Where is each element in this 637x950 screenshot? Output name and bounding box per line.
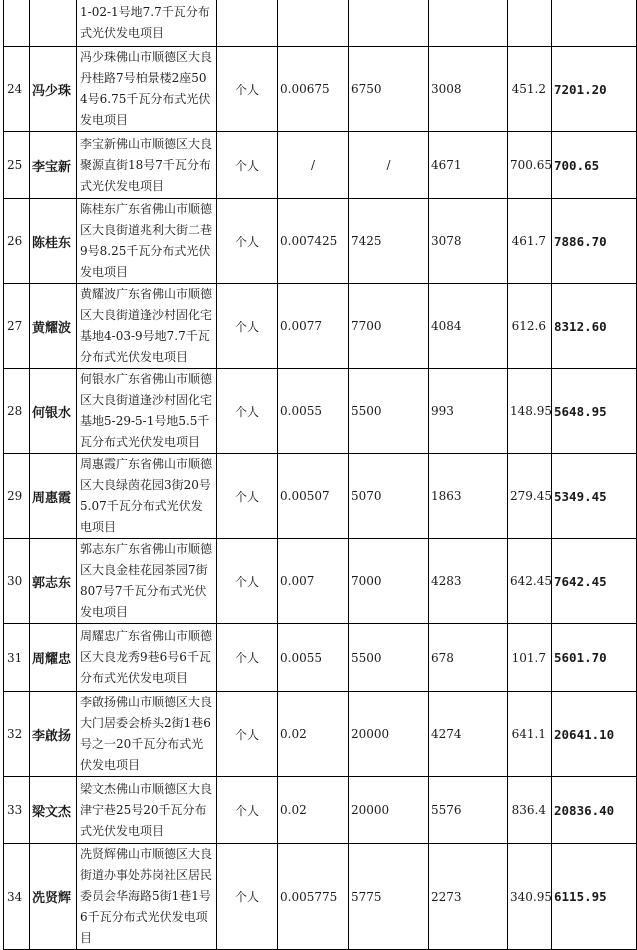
cell-amount: /: [349, 132, 429, 199]
cell-type: [217, 0, 278, 47]
cell-capacity: 0.02: [278, 777, 349, 844]
cell-name: 冯少珠: [30, 47, 77, 132]
subsidy-table: [3, 0, 637, 950]
cell-amount: 6750: [349, 47, 429, 132]
cell-project: 陈桂东广东省佛山市顺德区大良街道兆利大街二巷9号8.25千瓦分布式光伏发电项目: [77, 199, 217, 284]
cell-project: 周惠霞广东省佛山市顺德区大良绿茵花园3街20号5.07千瓦分布式光伏发电项目: [77, 454, 217, 539]
cell-no: 27: [4, 284, 30, 369]
cell-subsidy: 641.1: [508, 692, 552, 777]
cell-amount: [349, 0, 429, 47]
cell-amount: 7700: [349, 284, 429, 369]
cell-subsidy: 642.45: [508, 539, 552, 624]
cell-project: 梁文杰佛山市顺德区大良津宁巷25号20千瓦分布式光伏发电项目: [77, 777, 217, 844]
cell-total: 7201.20: [552, 47, 637, 132]
cell-no: 32: [4, 692, 30, 777]
cell-type: 个人: [217, 624, 278, 692]
cell-total: 8312.60: [552, 284, 637, 369]
table-row: [4, 692, 637, 777]
cell-name: 梁文杰: [30, 777, 77, 844]
cell-no: 24: [4, 47, 30, 132]
table-row: [4, 844, 637, 950]
cell-capacity: 0.007: [278, 539, 349, 624]
cell-type: 个人: [217, 369, 278, 454]
cell-name: 陈桂东: [30, 199, 77, 284]
cell-type: 个人: [217, 199, 278, 284]
cell-type: 个人: [217, 844, 278, 950]
cell-kwh: 678: [429, 624, 508, 692]
cell-kwh: 3008: [429, 47, 508, 132]
cell-name: 黄耀波: [30, 284, 77, 369]
cell-total: 20641.10: [552, 692, 637, 777]
cell-project: 李啟扬佛山市顺德区大良大门居委会桥头2街1巷6号之一20千瓦分布式光伏发电项目: [77, 692, 217, 777]
cell-no: [4, 0, 30, 47]
table-row: [4, 777, 637, 844]
table-row: [4, 47, 637, 132]
cell-subsidy: 461.7: [508, 199, 552, 284]
cell-subsidy: 148.95: [508, 369, 552, 454]
cell-project: 黄耀波广东省佛山市顺德区大良街道逢沙村固化宅基地4-03-9号地7.7千瓦分布式光伏发电项目: [77, 284, 217, 369]
table-row: [4, 539, 637, 624]
cell-amount: 5070: [349, 454, 429, 539]
cell-amount: 20000: [349, 692, 429, 777]
cell-amount: 7000: [349, 539, 429, 624]
cell-subsidy: 612.6: [508, 284, 552, 369]
cell-total: 20836.40: [552, 777, 637, 844]
cell-name: 李啟扬: [30, 692, 77, 777]
cell-kwh: 4274: [429, 692, 508, 777]
cell-name: 周耀忠: [30, 624, 77, 692]
cell-kwh: 4283: [429, 539, 508, 624]
cell-kwh: 4084: [429, 284, 508, 369]
cell-project: 何银水广东省佛山市顺德区大良街道逢沙村固化宅基地5-29-5-1号地5.5千瓦分布式光伏发电项目: [77, 369, 217, 454]
cell-no: 29: [4, 454, 30, 539]
cell-capacity: 0.00675: [278, 47, 349, 132]
cell-project: 郭志东广东省佛山市顺德区大良金桂花园茶园7街807号7千瓦分布式光伏发电项目: [77, 539, 217, 624]
cell-kwh: 1863: [429, 454, 508, 539]
cell-project: 冯少珠佛山市顺德区大良丹桂路7号柏景楼2座504号6.75千瓦分布式光伏发电项目: [77, 47, 217, 132]
cell-no: 25: [4, 132, 30, 199]
cell-kwh: 2273: [429, 844, 508, 950]
cell-subsidy: [508, 0, 552, 47]
cell-capacity: 0.0055: [278, 369, 349, 454]
cell-no: 31: [4, 624, 30, 692]
table-row-fragment: [4, 0, 637, 47]
cell-type: 个人: [217, 132, 278, 199]
table-row: [4, 199, 637, 284]
cell-kwh: 3078: [429, 199, 508, 284]
table-row: [4, 369, 637, 454]
cell-no: 26: [4, 199, 30, 284]
cell-capacity: 0.00507: [278, 454, 349, 539]
cell-no: 30: [4, 539, 30, 624]
cell-subsidy: 279.45: [508, 454, 552, 539]
cell-capacity: 0.02: [278, 692, 349, 777]
cell-project: 1-02-1号地7.7千瓦分布式光伏发电项目: [77, 0, 217, 47]
cell-name: 李宝新: [30, 132, 77, 199]
cell-kwh: 5576: [429, 777, 508, 844]
cell-total: 6115.95: [552, 844, 637, 950]
cell-subsidy: 340.95: [508, 844, 552, 950]
cell-type: 个人: [217, 539, 278, 624]
table-row: [4, 624, 637, 692]
cell-kwh: 993: [429, 369, 508, 454]
cell-total: 5648.95: [552, 369, 637, 454]
cell-name: 郭志东: [30, 539, 77, 624]
cell-name: 冼贤辉: [30, 844, 77, 950]
cell-total: 700.65: [552, 132, 637, 199]
cell-project: 李宝新佛山市顺德区大良聚源直街18号7千瓦分布式光伏发电项目: [77, 132, 217, 199]
cell-kwh: [429, 0, 508, 47]
cell-subsidy: 451.2: [508, 47, 552, 132]
cell-name: [30, 0, 77, 47]
cell-type: 个人: [217, 777, 278, 844]
cell-type: 个人: [217, 454, 278, 539]
cell-name: 何银水: [30, 369, 77, 454]
cell-total: 5349.45: [552, 454, 637, 539]
cell-amount: 5775: [349, 844, 429, 950]
cell-no: 34: [4, 844, 30, 950]
table-row: [4, 132, 637, 199]
cell-no: 33: [4, 777, 30, 844]
cell-amount: 5500: [349, 369, 429, 454]
cell-amount: 5500: [349, 624, 429, 692]
cell-project: 冼贤辉佛山市顺德区大良街道办事处苏岗社区居民委员会华海路5街1巷1号6千瓦分布式光伏发电项目: [77, 844, 217, 950]
cell-capacity: 0.005775: [278, 844, 349, 950]
cell-subsidy: 700.65: [508, 132, 552, 199]
cell-subsidy: 836.4: [508, 777, 552, 844]
cell-total: 7642.45: [552, 539, 637, 624]
cell-capacity: [278, 0, 349, 47]
cell-capacity: 0.0055: [278, 624, 349, 692]
cell-kwh: 4671: [429, 132, 508, 199]
cell-project: 周耀忠广东省佛山市顺德区大良龙秀9巷6号6千瓦分布式光伏发电项目: [77, 624, 217, 692]
cell-type: 个人: [217, 47, 278, 132]
cell-type: 个人: [217, 284, 278, 369]
cell-name: 周惠霞: [30, 454, 77, 539]
cell-total: 7886.70: [552, 199, 637, 284]
cell-capacity: 0.007425: [278, 199, 349, 284]
cell-total: [552, 0, 637, 47]
cell-amount: 20000: [349, 777, 429, 844]
cell-subsidy: 101.7: [508, 624, 552, 692]
cell-amount: 7425: [349, 199, 429, 284]
cell-capacity: 0.0077: [278, 284, 349, 369]
table-row: [4, 454, 637, 539]
table-row: [4, 284, 637, 369]
cell-capacity: /: [278, 132, 349, 199]
table-body: [4, 0, 637, 950]
cell-type: 个人: [217, 692, 278, 777]
cell-total: 5601.70: [552, 624, 637, 692]
cell-no: 28: [4, 369, 30, 454]
